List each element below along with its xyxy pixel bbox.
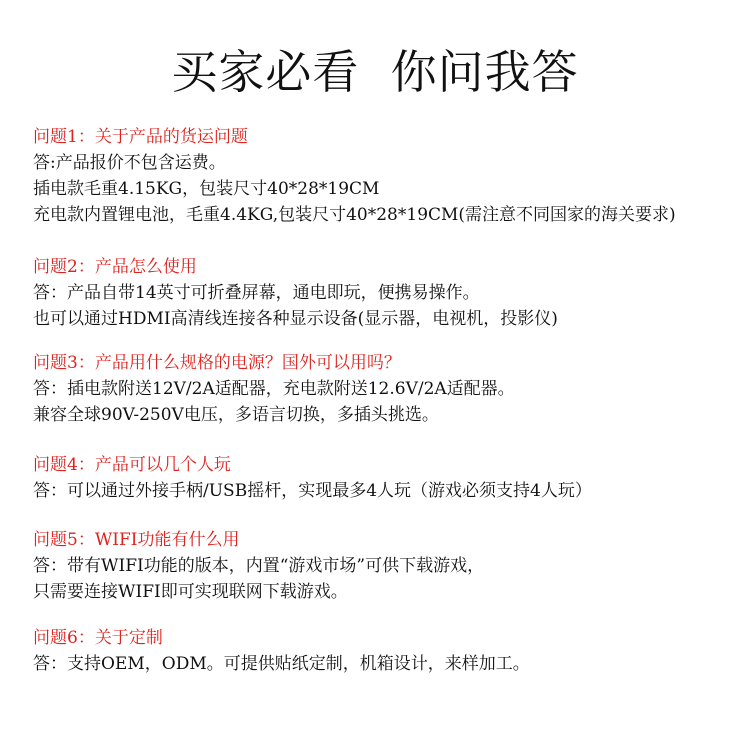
faq-answer-line: 答：产品自带14英寸可折叠屏幕，通电即玩，便携易操作。 [33, 283, 480, 303]
page-title: 买家必看 你问我答 [171, 45, 579, 99]
faq-question: 问题3：产品用什么规格的电源？国外可以用吗？ [33, 353, 401, 373]
faq-answer-line: 只需要连接WIFI即可实现联网下载游戏。 [33, 582, 348, 602]
faq-question: 问题4：产品可以几个人玩 [33, 455, 231, 475]
faq-item-usage [33, 254, 743, 332]
faq-question: 问题1：关于产品的货运问题 [33, 127, 248, 147]
faq-answer-line: 答：支持OEM，ODM。可提供贴纸定制，机箱设计，来样加工。 [33, 654, 530, 674]
faq-item-players [33, 452, 743, 504]
faq-item-customization [33, 625, 743, 677]
faq-question: 问题6：关于定制 [33, 628, 163, 648]
faq-answer-line: 答：插电款附送12V/2A适配器，充电款附送12.6V/2A适配器。 [33, 379, 515, 399]
faq-answer-line: 答：可以通过外接手柄/USB摇杆，实现最多4人玩（游戏必须支持4人玩） [33, 481, 592, 501]
faq-answer-line: 答:产品报价不包含运费。 [33, 153, 226, 173]
faq-answer-line: 插电款毛重4.15KG，包装尺寸40*28*19CM [33, 179, 380, 199]
faq-answer-line: 答：带有WIFI功能的版本，内置“游戏市场”可供下载游戏， [33, 556, 485, 576]
faq-question: 问题5：WIFI功能有什么用 [33, 530, 240, 550]
faq-answer-line: 也可以通过HDMI高清线连接各种显示设备(显示器，电视机，投影仪) [33, 309, 558, 329]
faq-answer-line: 兼容全球90V-250V电压，多语言切换，多插头挑选。 [33, 405, 439, 425]
faq-item-shipping [33, 124, 743, 228]
faq-answer-line: 充电款内置锂电池，毛重4.4KG,包装尺寸40*28*19CM(需注意不同国家的海关要求) [33, 205, 676, 225]
faq-question: 问题2：产品怎么使用 [33, 257, 197, 277]
faq-item-power [33, 350, 743, 428]
faq-item-wifi [33, 527, 743, 605]
